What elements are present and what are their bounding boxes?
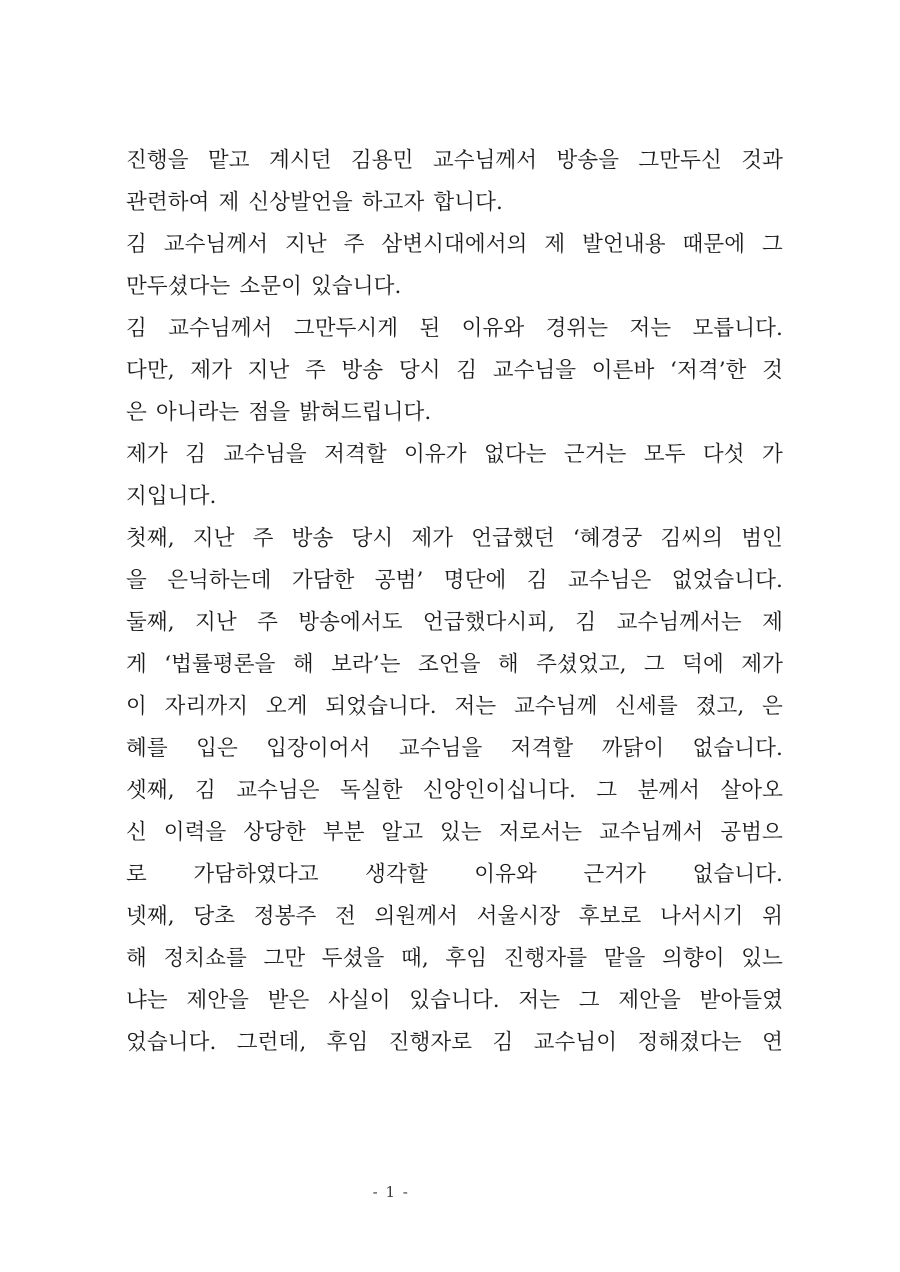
text-segment: 없습니다.	[692, 736, 783, 761]
text-segment: 제가	[190, 358, 233, 383]
text-segment: 김	[126, 232, 147, 257]
text-segment: 당시	[351, 526, 394, 551]
text-segment: 계시던	[268, 148, 332, 173]
text-segment: 방송을	[556, 148, 620, 173]
text-segment: 있는	[440, 820, 482, 845]
text-segment: 셋째,	[126, 778, 175, 803]
text-segment: 제안을	[618, 988, 681, 1013]
text-segment: 경위는	[545, 316, 609, 341]
page-number: - 1 -	[372, 1183, 410, 1201]
text-segment: 살아오	[720, 778, 783, 803]
text-segment: 김	[195, 778, 216, 803]
text-segment: 지입니다.	[126, 484, 217, 509]
text-segment: 이	[126, 694, 147, 719]
text-line	[126, 896, 783, 938]
text-segment: 모릅니다.	[692, 316, 783, 341]
text-segment: 지난	[285, 232, 327, 257]
text-segment: 교수님은	[567, 568, 652, 593]
text-line	[126, 266, 783, 308]
text-segment: 방송	[291, 526, 334, 551]
text-line	[126, 938, 783, 980]
text-segment: 방송에서도	[298, 610, 403, 635]
text-segment: 때,	[400, 946, 429, 971]
text-segment: 교수님을	[398, 736, 483, 761]
text-segment: 교수님께서	[163, 232, 269, 257]
text-segment: 김용민	[350, 148, 414, 173]
text-segment: 것과	[741, 148, 783, 173]
text-segment: 다섯	[702, 442, 745, 467]
page-footer	[0, 1182, 900, 1201]
text-segment: 김	[456, 358, 478, 383]
text-segment: 소문이	[239, 274, 302, 299]
text-segment: 근거가	[583, 862, 647, 887]
text-segment: 사실이	[328, 988, 391, 1013]
text-segment: 가담한	[291, 568, 355, 593]
text-segment: 이유와	[474, 862, 537, 887]
text-segment: 은	[126, 400, 147, 425]
text-segment: 제	[218, 190, 240, 215]
text-segment: 오게	[265, 694, 308, 719]
text-line	[126, 812, 783, 854]
text-segment: 근거는	[563, 442, 627, 467]
text-segment: 둘째,	[126, 610, 175, 635]
text-segment: 이유가	[404, 442, 467, 467]
text-segment: 지난	[192, 526, 235, 551]
text-segment: 그	[578, 988, 600, 1013]
text-segment: 제가	[741, 652, 783, 677]
text-segment: 방송	[341, 358, 384, 383]
text-segment: 부분	[322, 820, 365, 845]
text-segment: 언급했던	[471, 526, 555, 551]
text-segment: 연	[762, 1030, 783, 1055]
text-segment: 독실한	[339, 778, 403, 803]
text-segment: 공범’	[374, 568, 424, 593]
text-segment: 은	[762, 694, 783, 719]
text-segment: 있습니다.	[409, 988, 500, 1013]
text-line	[126, 476, 783, 518]
text-segment: 제	[544, 232, 566, 257]
text-segment: 없었습니다.	[671, 568, 783, 593]
text-segment: 주	[257, 610, 278, 635]
text-line	[126, 308, 783, 350]
text-segment: 된	[419, 316, 441, 341]
text-line	[126, 770, 783, 812]
text-segment: 지난	[195, 610, 237, 635]
text-line	[126, 854, 783, 896]
text-segment: 정봉주	[253, 904, 317, 929]
text-segment: 저는	[518, 988, 561, 1013]
text-segment: 제가	[411, 526, 454, 551]
text-segment: 삼변시대에서의	[381, 232, 528, 257]
text-segment: 지난	[247, 358, 290, 383]
text-segment: 덕에	[682, 652, 724, 677]
text-segment: 당초	[193, 904, 236, 929]
text-line	[126, 350, 783, 392]
text-segment: 정치쇼를	[163, 946, 247, 971]
text-segment: 만두셨다는	[126, 274, 231, 299]
text-segment: 신	[126, 820, 147, 845]
text-segment: 당시	[398, 358, 441, 383]
text-segment: 그만두시게	[293, 316, 399, 341]
text-segment: 모두	[643, 442, 686, 467]
text-segment: 로	[126, 862, 147, 887]
text-segment: 나서시기	[659, 904, 744, 929]
text-segment: 합니다.	[433, 190, 503, 215]
text-segment: 명단에	[443, 568, 507, 593]
text-segment: 되었습니다.	[325, 694, 437, 719]
text-segment: 주	[343, 232, 365, 257]
document-text-block	[126, 140, 783, 1064]
text-segment: 정해졌다는	[637, 1030, 742, 1055]
text-segment: 점을	[248, 400, 291, 425]
text-segment: 신세를	[615, 694, 678, 719]
text-segment: 범인	[741, 526, 783, 551]
text-line	[126, 518, 783, 560]
text-segment: 저격할	[324, 442, 387, 467]
text-segment: 교수님이	[533, 1030, 618, 1055]
text-segment: 분께서	[637, 778, 701, 803]
text-line	[126, 602, 783, 644]
text-segment: 김	[126, 316, 147, 341]
text-segment: 냐는	[126, 988, 168, 1013]
text-segment: 다만,	[126, 358, 175, 383]
text-segment: 교수님께	[513, 694, 598, 719]
text-line	[126, 140, 783, 182]
text-line	[126, 980, 783, 1022]
text-segment: 넷째,	[126, 904, 175, 929]
text-segment: 었습니다.	[126, 1030, 217, 1055]
text-segment: 알고	[381, 820, 424, 845]
text-segment: 언급했다시피,	[422, 610, 556, 635]
text-segment: 김	[575, 610, 597, 635]
text-segment: ‘혜경궁	[572, 526, 643, 551]
text-segment: 교수님께서	[432, 148, 538, 173]
text-segment: 신상발언을	[248, 190, 353, 215]
text-segment: 그	[762, 232, 783, 257]
text-segment: 조언을	[417, 652, 481, 677]
text-segment: 이른바	[591, 358, 655, 383]
text-segment: 후보로	[578, 904, 642, 929]
text-segment: 교수님을	[492, 358, 577, 383]
text-segment: 두셨을	[321, 946, 385, 971]
text-segment: 관련하여	[126, 190, 210, 215]
text-segment: 제	[762, 610, 783, 635]
text-segment: 후임	[326, 1030, 369, 1055]
text-segment: 상당한	[243, 820, 306, 845]
text-segment: 혜를	[126, 736, 168, 761]
text-segment: 교수님을	[223, 442, 307, 467]
text-segment: 의원께서	[374, 904, 458, 929]
text-segment: 주	[305, 358, 326, 383]
text-segment: 보라’는	[331, 652, 401, 677]
text-segment: 있습니다.	[311, 274, 402, 299]
text-segment: 주	[252, 526, 274, 551]
text-segment: 교수님은	[236, 778, 320, 803]
text-segment: 이유와	[461, 316, 525, 341]
text-line	[126, 728, 783, 770]
text-line	[126, 224, 783, 266]
text-segment: 까닭이	[601, 736, 665, 761]
text-segment: 신앙인이십니다.	[422, 778, 576, 803]
text-segment: 입은	[196, 736, 238, 761]
text-segment: 저는	[454, 694, 497, 719]
text-segment: 받은	[267, 988, 310, 1013]
text-segment: 교수님께서는	[616, 610, 742, 635]
text-segment: 발언내용	[582, 232, 666, 257]
text-segment: 의향이	[662, 946, 725, 971]
text-segment: 게	[126, 652, 147, 677]
text-segment: 그만두신	[638, 148, 722, 173]
text-segment: 공범으	[720, 820, 783, 845]
text-segment: 그	[596, 778, 618, 803]
text-segment: 후임	[445, 946, 488, 971]
text-segment: 제안을	[186, 988, 249, 1013]
text-segment: 밝혀드립니다.	[299, 400, 432, 425]
text-segment: 그	[643, 652, 665, 677]
text-segment: 받아들였	[699, 988, 783, 1013]
text-segment: ‘저격’한	[670, 358, 747, 383]
text-segment: 가담하였다고	[193, 862, 319, 887]
text-segment: 제가	[126, 442, 168, 467]
text-segment: 해	[292, 652, 314, 677]
text-line	[126, 644, 783, 686]
text-segment: 을	[126, 568, 147, 593]
text-segment: 없습니다.	[692, 862, 783, 887]
text-segment: 맡고	[207, 148, 250, 173]
text-segment: 서울시장	[476, 904, 561, 929]
text-segment: 입장이어서	[266, 736, 371, 761]
text-segment: 것	[762, 358, 783, 383]
text-segment: 김	[492, 1030, 514, 1055]
text-segment: 첫째,	[126, 526, 175, 551]
text-line	[126, 1022, 783, 1064]
text-segment: 그만	[263, 946, 306, 971]
text-segment: 위	[762, 904, 783, 929]
text-segment: 진행자를	[503, 946, 588, 971]
text-line	[126, 182, 783, 224]
text-segment: 저로서는	[498, 820, 583, 845]
text-segment: 있느	[741, 946, 783, 971]
text-line	[126, 560, 783, 602]
text-segment: 아니라는	[155, 400, 240, 425]
text-segment: 은닉하는데	[167, 568, 272, 593]
text-segment: 전	[334, 904, 356, 929]
text-segment: 저격할	[510, 736, 574, 761]
text-segment: 주셨었고,	[536, 652, 627, 677]
text-segment: 가	[762, 442, 783, 467]
text-segment: 이력을	[163, 820, 227, 845]
text-segment: 그런데,	[236, 1030, 307, 1055]
text-segment: ‘법률평론을	[164, 652, 276, 677]
text-segment: 때문에	[682, 232, 746, 257]
text-segment: 자리까지	[164, 694, 249, 719]
text-segment: 김	[526, 568, 548, 593]
text-segment: 진행자로	[388, 1030, 473, 1055]
text-line	[126, 434, 783, 476]
text-segment: 해	[126, 946, 147, 971]
text-segment: 교수님께서	[599, 820, 704, 845]
text-segment: 졌고,	[695, 694, 745, 719]
text-line	[126, 392, 783, 434]
text-segment: 맡을	[603, 946, 646, 971]
text-segment: 없다는	[483, 442, 547, 467]
text-segment: 하고자	[361, 190, 425, 215]
text-segment: 진행을	[126, 148, 189, 173]
text-line	[126, 686, 783, 728]
text-segment: 생각할	[365, 862, 428, 887]
text-segment: 저는	[629, 316, 672, 341]
text-segment: 김	[185, 442, 206, 467]
text-segment: 해	[497, 652, 519, 677]
text-segment: 교수님께서	[168, 316, 273, 341]
text-segment: 김씨의	[660, 526, 724, 551]
